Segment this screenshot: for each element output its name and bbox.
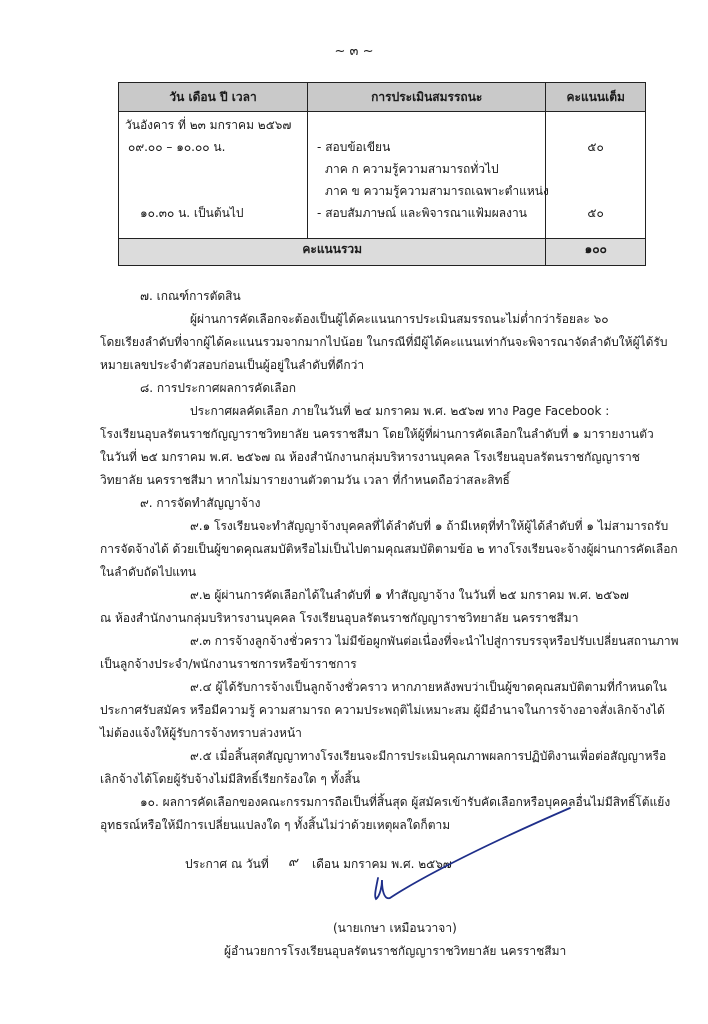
signature xyxy=(330,800,580,910)
section-9-2-line: ๙.๒ ผู้ผ่านการคัดเลือกได้ในลำดับที่ ๑ ทำสัญญาจ้าง ในวันที่ ๒๕ มกราคม พ.ศ. ๒๕๖๗ xyxy=(190,588,629,602)
header-date: วัน เดือน ปี เวลา xyxy=(119,83,308,112)
signer-title: ผู้อำนวยการโรงเรียนอุบลรัตนราชกัญญาราชวิทยาลัย นครราชสีมา xyxy=(224,944,567,958)
signer-name: (นายเกษา เหมือนวาจา) xyxy=(333,921,457,935)
header-score: คะแนนเต็ม xyxy=(546,83,646,112)
header-assessment: การประเมินสมรรถนะ xyxy=(308,83,546,112)
section-9-5-line: เลิกจ้างได้โดยผู้รับจ้างไม่มีสิทธิ์เรียกร้องใด ๆ ทั้งสิ้น xyxy=(100,772,360,786)
section-9-5-line: ๙.๕ เมื่อสิ้นสุดสัญญาทางโรงเรียนจะมีการประเมินคุณภาพผลการปฏิบัติงานเพื่อต่อสัญญาหรือ xyxy=(190,749,667,763)
item-part-b: ภาค ข ความรู้ความสามารถเฉพาะตำแหน่ง xyxy=(325,184,549,198)
section-9-4-line: ประกาศรับสมัคร หรือมีความรู้ ความสามารถ ความประพฤติไม่เหมาะสม ผู้มีอำนาจในการจ้างอาจสั่งเลิกจ้างได้ xyxy=(100,703,665,717)
table-row xyxy=(119,112,646,239)
schedule-table xyxy=(118,82,646,266)
section-8-title: ๘. การประกาศผลการคัดเลือก xyxy=(140,381,297,395)
section-9-1-line: ในลำดับถัดไปแทน xyxy=(100,565,197,579)
total-label: คะแนนรวม xyxy=(119,239,546,266)
total-score: ๑๐๐ xyxy=(546,239,646,266)
page-number: ~ ๓ ~ xyxy=(334,44,374,59)
total-row xyxy=(119,239,646,266)
date-line: วันอังคาร ที่ ๒๓ มกราคม ๒๕๖๗ xyxy=(125,118,292,132)
score-cell xyxy=(546,112,646,239)
section-8-line: โรงเรียนอุบลรัตนราชกัญญาราชวิทยาลัย นครราชสีมา โดยให้ผู้ที่ผ่านการคัดเลือกในลำดับที่ ๑ มารายงานตัว xyxy=(100,427,654,441)
section-9-3-line: ๙.๓ การจ้างลูกจ้างชั่วคราว ไม่มีข้อผูกพันต่อเนื่องที่จะนำไปสู่การบรรจุหรือปรับเปลี่ยนสถานภาพ xyxy=(190,634,679,648)
time-1: ๐๙.๐๐ – ๑๐.๐๐ น. xyxy=(128,140,226,154)
section-9-4-line: ไม่ต้องแจ้งให้ผู้รับการจ้างทราบล่วงหน้า xyxy=(100,726,302,740)
section-8-line: ในวันที่ ๒๕ มกราคม พ.ศ. ๒๕๖๗ ณ ห้องสำนักงานกลุ่มบริหารงานบุคคล โรงเรียนอุบลรัตนราชกัญญาราช xyxy=(100,450,640,464)
section-9-title: ๙. การจัดทำสัญญาจ้าง xyxy=(140,496,261,510)
section-9-1-line: ๙.๑ โรงเรียนจะทำสัญญาจ้างบุคคลที่ได้ลำดับที่ ๑ ถ้ามีเหตุที่ทำให้ผู้ได้ลำดับที่ ๑ ไม่สามารถรับ xyxy=(190,519,669,533)
section-9-4-line: ๙.๔ ผู้ได้รับการจ้างเป็นลูกจ้างชั่วคราว หากภายหลังพบว่าเป็นผู้ขาดคุณสมบัติตามที่กำหนดใน xyxy=(190,680,667,694)
announce-suffix: เดือน มกราคม พ.ศ. ๒๕๖๗ xyxy=(312,857,452,871)
section-10-line: อุทธรณ์หรือให้มีการเปลี่ยนแปลงใด ๆ ทั้งสิ้นไม่ว่าด้วยเหตุผลใดก็ตาม xyxy=(100,818,451,832)
announce-day: ๙ xyxy=(288,855,298,870)
section-7-line: ผู้ผ่านการคัดเลือกจะต้องเป็นผู้ได้คะแนนการประเมินสมรรถนะไม่ต่ำกว่าร้อยละ ๖๐ xyxy=(190,312,609,326)
item-interview: - สอบสัมภาษณ์ และพิจารณาแฟ้มผลงาน xyxy=(317,206,527,220)
section-8-line: วิทยาลัย นครราชสีมา หากไม่มารายงานตัวตามวัน เวลา ที่กำหนดถือว่าสละสิทธิ์ xyxy=(100,473,510,487)
announce-prefix: ประกาศ ณ วันที่ xyxy=(185,857,269,871)
section-9-1-line: การจัดจ้างได้ ด้วยเป็นผู้ขาดคุณสมบัติหรือไม่เป็นไปตามคุณสมบัติตามข้อ ๒ ทางโรงเรียนจะจ้างผู้ผ่านการคัดเลือก xyxy=(100,542,678,556)
section-9-2-line: ณ ห้องสำนักงานกลุ่มบริหารงานบุคคล โรงเรียนอุบลรัตนราชกัญญาราชวิทยาลัย นครราชสีมา xyxy=(100,611,579,625)
section-10-line: ๑๐. ผลการคัดเลือกของคณะกรรมการถือเป็นที่สิ้นสุด ผู้สมัครเข้ารับคัดเลือกหรือบุคคลอื่นไม่มีสิทธิ์โต้แย้ง xyxy=(140,795,671,809)
table-header-row xyxy=(119,83,646,112)
section-7-title: ๗. เกณฑ์การตัดสิน xyxy=(140,289,241,303)
time-2: ๑๐.๓๐ น. เป็นต้นไป xyxy=(140,206,244,220)
assessment-cell xyxy=(308,112,549,239)
section-8-line: ประกาศผลคัดเลือก ภายในวันที่ ๒๔ มกราคม พ.ศ. ๒๕๖๗ ทาง Page Facebook : xyxy=(190,404,610,418)
section-7-line: โดยเรียงลำดับที่จากผู้ได้คะแนนรวมจากมากไปน้อย ในกรณีที่มีผู้ได้คะแนนเท่ากันจะพิจารณาจัดลำดับให้ผู้ได้รับ xyxy=(100,335,668,349)
section-7-line: หมายเลขประจำตัวสอบก่อนเป็นผู้อยู่ในลำดับที่ดีกว่า xyxy=(100,358,365,372)
date-cell xyxy=(119,112,308,239)
score-2: ๕๐ xyxy=(587,206,604,220)
score-1: ๕๐ xyxy=(587,140,604,154)
item-written-exam: - สอบข้อเขียน xyxy=(317,140,391,154)
item-part-a: ภาค ก ความรู้ความสามารถทั่วไป xyxy=(325,162,499,176)
section-9-3-line: เป็นลูกจ้างประจำ/พนักงานราชการหรือข้าราชการ xyxy=(100,657,357,671)
